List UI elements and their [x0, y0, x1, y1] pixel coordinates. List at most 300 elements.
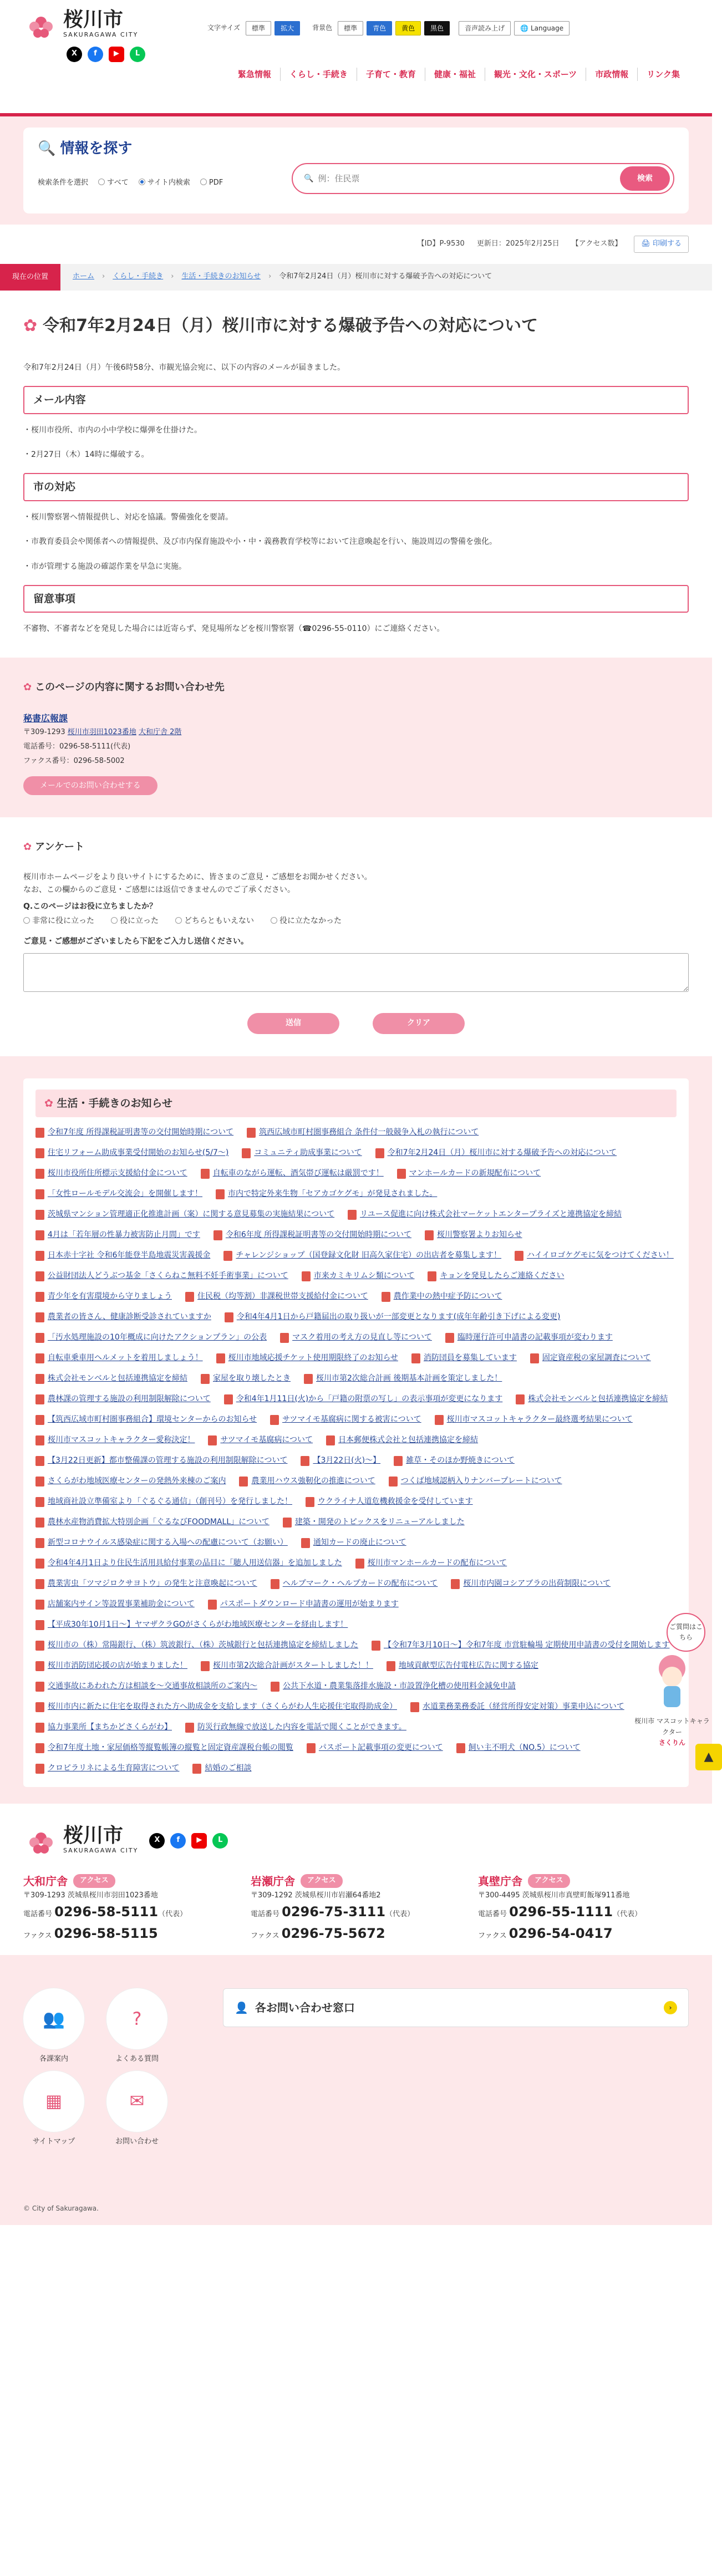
document-icon: [242, 1148, 251, 1158]
x-icon[interactable]: X: [149, 1833, 165, 1849]
news-item[interactable]: マンホールカードの新規配布について: [397, 1166, 541, 1181]
office-tel: 0296-55-1111: [509, 1904, 613, 1920]
language-label: Language: [530, 24, 564, 32]
news-item[interactable]: 令和4年1月11日(火)から「戸籍の附票の写し」の表示事項が変更になります: [224, 1392, 503, 1407]
survey-submit-button[interactable]: 送信: [247, 1013, 339, 1034]
news-item[interactable]: ヘルプマーク・ヘルプカードの配布について: [271, 1576, 438, 1591]
news-item[interactable]: 住民税（均等割）非課税世帯支援給付金について: [185, 1289, 368, 1304]
news-item[interactable]: ウクライナ人道危機救援金を受付しています: [306, 1494, 473, 1509]
office-address: 〒309-1292 茨城県桜川市岩瀬64番地2: [251, 1891, 381, 1900]
access-count: 【アクセス数】: [571, 240, 622, 248]
people-icon: 👥: [43, 2008, 65, 2029]
document-icon: [35, 1600, 44, 1610]
document-icon: [283, 1518, 292, 1528]
office-address: 〒300-4495 茨城県桜川市真壁町飯塚911番地: [478, 1891, 630, 1900]
news-item[interactable]: 令和7年度 所得課税証明書等の交付開始時期について: [35, 1125, 233, 1140]
news-item[interactable]: 日本赤十字社 令和6年能登半島地震災害義援金: [35, 1248, 210, 1263]
mascot-name: さくりん: [658, 1738, 685, 1747]
document-icon: [326, 1435, 335, 1445]
office-fax-label: ファクス: [23, 1931, 52, 1940]
document-icon: [35, 1497, 44, 1507]
news-item[interactable]: 防災行政無線で放送した内容を電話で聞くことができます。: [185, 1720, 406, 1735]
search-button[interactable]: 検索: [620, 166, 670, 191]
org-guide-button[interactable]: 👥 各課案内: [23, 1988, 84, 2065]
logo-text: 桜川市: [63, 8, 124, 31]
breadcrumb-current: 令和7年2月24日（月）桜川市に対する爆破予告への対応について: [279, 272, 492, 281]
document-icon: [247, 1128, 256, 1138]
document-icon: [456, 1743, 465, 1753]
news-item[interactable]: 建築・開発のトピックスをリニューアルしました: [283, 1515, 465, 1530]
sakura-icon: ✿: [23, 841, 32, 853]
font-large-button[interactable]: 拡大: [274, 21, 300, 35]
contact-fax: ファクス番号：0296-58-5002: [23, 757, 125, 766]
document-icon: [382, 1292, 390, 1302]
document-icon: [411, 1353, 420, 1363]
document-icon: [445, 1333, 454, 1343]
news-item[interactable]: 交通事故にあわれた方は相談を〜交通事故相談所のご案内〜: [35, 1679, 257, 1694]
document-icon: [35, 1312, 44, 1322]
document-icon: [224, 1394, 233, 1404]
document-icon: [425, 1230, 434, 1240]
mascot-widget[interactable]: [633, 1613, 711, 1748]
document-icon: [35, 1189, 44, 1199]
news-item[interactable]: パスポートダウンロード申請書の運用が始まります: [208, 1597, 399, 1612]
sitemap-icon: ▦: [45, 2090, 63, 2112]
news-item[interactable]: 臨時運行許可申請書の記載事項が変わります: [445, 1330, 613, 1345]
search-field-icon: 🔍: [304, 174, 314, 183]
news-item[interactable]: キョンを発見したらご連絡ください: [428, 1269, 564, 1284]
document-icon: [239, 1477, 248, 1486]
survey-opt-neutral[interactable]: どちらともいえない: [175, 915, 254, 927]
office-fax-label: ファクス: [251, 1931, 279, 1940]
arrow-up-icon: ▲: [704, 1750, 714, 1764]
news-item[interactable]: さくらがわ地域医療センターの発熱外来棟のご案内: [35, 1474, 226, 1489]
news-item[interactable]: 【平成30年10月1日〜】ヤマザクラGOがさくらがわ地域医療センターを経由します！: [35, 1617, 348, 1632]
office-yamato: [23, 1872, 234, 1944]
voice-read-button[interactable]: 音声読み上げ: [459, 21, 511, 35]
language-button[interactable]: [514, 21, 570, 35]
document-icon: [35, 1764, 44, 1774]
document-icon: [213, 1230, 222, 1240]
document-icon: [372, 1641, 380, 1651]
news-item[interactable]: 農林水産物消費拡大特別企画「ぐるなびFOODMALL」について: [35, 1515, 270, 1530]
news-item[interactable]: リユース促進に向け株式会社マーケットエンタープライズと連携協定を締結: [348, 1207, 622, 1222]
office-tel-label: 電話番号: [23, 1910, 53, 1919]
document-icon: [304, 1374, 313, 1384]
document-icon: [35, 1230, 44, 1240]
news-item[interactable]: 桜川市内に新たに住宅を取得された方へ助成金を支給します（さくらがわ人生応援住宅取得助成金）: [35, 1699, 397, 1714]
document-icon: [435, 1415, 444, 1425]
survey-opt-useful[interactable]: 役に立った: [111, 915, 159, 927]
news-item[interactable]: 結婚のご相談: [192, 1761, 251, 1776]
news-item[interactable]: 家屋を取り壊したとき: [201, 1371, 291, 1386]
document-icon: [35, 1271, 44, 1281]
page-top-button[interactable]: [695, 1744, 722, 1770]
document-icon: [35, 1456, 44, 1466]
document-icon: [355, 1559, 364, 1569]
news-list: [35, 1125, 677, 1776]
news-item[interactable]: 市来カミキリムシ類について: [302, 1269, 415, 1284]
nav-city-info[interactable]: 市政情報: [586, 68, 637, 81]
copyright: © City of Sakuragawa.: [23, 2204, 99, 2212]
news-item[interactable]: 【3月22日(火)〜】: [301, 1453, 380, 1468]
document-icon: [35, 1682, 44, 1692]
global-nav: [23, 68, 689, 81]
news-item[interactable]: 桜川市の（株）常陽銀行、（株）筑波銀行、（株）茨城銀行と包括連携協定を締結しました: [35, 1638, 358, 1653]
news-item[interactable]: 桜川市役所住所標示支援給付金について: [35, 1166, 187, 1181]
contact-dept-link[interactable]: 秘書広報課: [23, 712, 68, 724]
news-item[interactable]: 桜川市地域応援チケット使用期限終了のお知らせ: [216, 1351, 398, 1366]
chevron-right-icon: ›: [664, 2001, 677, 2014]
news-item[interactable]: 桜川市第2次総合計画がスタートしました！！: [201, 1658, 373, 1673]
bg-yellow-button[interactable]: 黄色: [395, 21, 421, 35]
youtube-icon[interactable]: ▶: [191, 1833, 207, 1849]
document-icon: [375, 1148, 384, 1158]
heading-response: 市の対応: [23, 473, 689, 501]
bg-normal-button[interactable]: 標準: [338, 21, 363, 35]
contact-address-link[interactable]: 桜川市羽田1023番地: [67, 728, 136, 737]
response-item-3: ・市が管理する施設の確認作業を早急に実施。: [23, 562, 186, 571]
search-icon: 🔍: [38, 140, 56, 157]
news-item[interactable]: 桜川市マスコットキャラクター愛称決定！: [35, 1433, 195, 1448]
mail-icon: ✉: [129, 2090, 145, 2112]
document-icon: [307, 1743, 316, 1753]
office-tel-note: （代表）: [385, 1910, 415, 1919]
x-icon[interactable]: X: [67, 47, 82, 62]
mascot-sakurin-icon: [644, 1652, 700, 1713]
sakura-logo-icon: [23, 1827, 59, 1855]
survey-opt-very-useful[interactable]: 非常に役に立った: [23, 915, 94, 927]
page-id: 【ID】P-9530: [417, 240, 465, 248]
search-section: [0, 116, 712, 225]
news-item[interactable]: 固定資産税の家屋調査について: [530, 1351, 651, 1366]
footer-logo[interactable]: [23, 1826, 138, 1856]
office-tel-label: 電話番号: [478, 1910, 507, 1919]
office-fax: 0296-58-5115: [54, 1925, 158, 1941]
news-item[interactable]: 令和7年2月24日（月）桜川市に対する爆破予告への対応について: [375, 1146, 617, 1160]
document-icon: [35, 1743, 44, 1753]
search-input[interactable]: [318, 174, 620, 184]
nav-childcare[interactable]: 子育て・教育: [357, 68, 425, 81]
office-makabe: [478, 1872, 689, 1944]
page-meta: [23, 225, 689, 264]
news-item[interactable]: 茨城県マンション管理適正化推進計画（案）に関する意見募集の実施結果について: [35, 1207, 334, 1222]
news-item[interactable]: 【令和7年3月10日〜】令和7年度 市営駐輪場 定期使用申請書の受付を開始します: [372, 1638, 669, 1653]
office-fax: 0296-75-5672: [281, 1925, 385, 1941]
bg-black-button[interactable]: 黒色: [424, 21, 450, 35]
inquiry-window-button[interactable]: 👤 各お問い合わせ窓口 ›: [223, 1988, 689, 2027]
contact-zip: 〒309-1293: [23, 728, 65, 737]
radio-all[interactable]: すべて: [98, 177, 129, 189]
survey-desc-2: なお、この欄からのご意見・ご感想には返信できませんのでご了承ください。: [23, 885, 295, 894]
contact-building-link[interactable]: 大和庁舎 2階: [138, 728, 182, 737]
news-item[interactable]: 通知カードの廃止について: [301, 1535, 406, 1550]
news-item[interactable]: 農林課の管理する施設の利用制限解除について: [35, 1392, 211, 1407]
document-icon: [397, 1169, 406, 1179]
article: [23, 291, 689, 635]
document-icon: [225, 1312, 233, 1322]
news-item[interactable]: 新型コロナウイルス感染症に関する入場への配慮について（お願い）: [35, 1535, 288, 1550]
search-box: [23, 128, 689, 213]
site-logo[interactable]: [23, 10, 195, 40]
sns-links: [67, 47, 689, 62]
nav-health[interactable]: 健康・福祉: [425, 68, 485, 81]
news-item[interactable]: ハイイロゴケグモに気をつけてください！: [515, 1248, 674, 1263]
survey-comment-input[interactable]: [23, 953, 689, 992]
document-icon: [301, 1456, 309, 1466]
breadcrumb-home[interactable]: ホーム: [73, 272, 95, 281]
news-item[interactable]: サツマイモ基腐病について: [208, 1433, 313, 1448]
document-icon: [201, 1661, 210, 1671]
document-icon: [516, 1394, 525, 1404]
document-icon: [35, 1579, 44, 1589]
survey-question-2: ご意見・ご感想がございましたら下記をご入力し送信ください。: [23, 936, 248, 946]
news-item[interactable]: マスク着用の考え方の見直し等について: [280, 1330, 432, 1345]
notes-text: 不審物、不審者などを発見した場合には近寄らず、発見場所などを桜川警察署（☎0296-55-0110）にご連絡ください。: [23, 624, 445, 634]
news-item[interactable]: 農業害虫「ツマジロクサヨトウ」の発生と注意喚起について: [35, 1576, 257, 1591]
news-item[interactable]: 消防団員を募集しています: [411, 1351, 517, 1366]
news-item[interactable]: 桜川市消防団応援の店が始まりました！: [35, 1658, 187, 1673]
news-item[interactable]: 【筑西広域市町村圏事務組合】環境センターからのお知らせ: [35, 1412, 257, 1427]
document-icon: [192, 1764, 201, 1774]
office-list: [23, 1872, 689, 1944]
news-item[interactable]: 農作業中の熱中症予防について: [382, 1289, 502, 1304]
document-icon: [35, 1723, 44, 1733]
line-icon[interactable]: L: [130, 47, 145, 62]
document-icon: [35, 1477, 44, 1486]
site-footer: [0, 1804, 712, 2225]
office-tel-note: （代表）: [613, 1910, 642, 1919]
document-icon: [35, 1518, 44, 1528]
survey-clear-button[interactable]: クリア: [373, 1013, 465, 1034]
survey-title: アンケート: [35, 841, 85, 853]
news-item[interactable]: クロピラリネによる生育障害について: [35, 1761, 179, 1776]
news-item[interactable]: 4月は「若年層の性暴力被害防止月間」です: [35, 1228, 200, 1243]
mascot-caption: 桜川市 マスコットキャラクター: [634, 1717, 710, 1736]
office-tel: 0296-75-3111: [282, 1904, 386, 1920]
office-name: 大和庁舎: [23, 1874, 68, 1888]
news-item[interactable]: サツマイモ基腐病に関する被害について: [270, 1412, 421, 1427]
office-tel-note: （代表）: [158, 1910, 187, 1919]
heading-notes: 留意事項: [23, 585, 689, 613]
document-icon: [35, 1210, 44, 1220]
radio-site[interactable]: サイト内検索: [139, 177, 190, 189]
survey-desc-1: 桜川市ホームページをより良いサイトにするために、皆さまのご意見・ご感想をお聞かせください。: [23, 873, 372, 882]
news-item[interactable]: つくば地域認柄入りナンバープレートについて: [389, 1474, 562, 1489]
breadcrumb-news[interactable]: 生活・手続きのお知らせ: [181, 272, 261, 281]
document-icon: [394, 1456, 403, 1466]
document-icon: [306, 1497, 314, 1507]
news-item[interactable]: 農業者の皆さん、健康診断受診されていますか: [35, 1310, 211, 1325]
document-icon: [271, 1579, 279, 1589]
search-field: [292, 163, 674, 194]
question-icon: ?: [132, 2008, 142, 2029]
search-scope-label: 検索条件を選択: [38, 178, 89, 187]
document-icon: [35, 1435, 44, 1445]
contact-title: このページの内容に関するお問い合わせ先: [35, 681, 225, 693]
news-item[interactable]: 桜川市マンホールカードの配布について: [355, 1556, 507, 1571]
radio-pdf[interactable]: PDF: [200, 177, 223, 189]
document-icon: [35, 1641, 44, 1651]
document-icon: [201, 1169, 210, 1179]
news-item[interactable]: 令和6年度 所得課税証明書等の交付開始時期について: [213, 1228, 411, 1243]
document-icon: [35, 1148, 44, 1158]
page-title: 令和7年2月24日（月）桜川市に対する爆破予告への対応について: [43, 315, 538, 335]
document-icon: [35, 1169, 44, 1179]
news-item[interactable]: 公共下水道・農業集落排水施設・市設置浄化槽の使用料金減免申請: [271, 1679, 516, 1694]
sakura-icon: ✿: [23, 681, 32, 693]
news-item[interactable]: 令和4年4月1日より住民生活用具給付事業の品目に「聴人用送信器」を追加しました: [35, 1556, 342, 1571]
news-item[interactable]: 令和4年4月1日から戸籍届出の取り扱いが一部変更となります(成年年齢引き下げによる変更): [225, 1310, 561, 1325]
document-icon: [35, 1661, 44, 1671]
access-button[interactable]: アクセス: [528, 1874, 570, 1888]
bg-blue-button[interactable]: 青色: [367, 21, 392, 35]
document-icon: [410, 1702, 419, 1712]
document-icon: [35, 1394, 44, 1404]
document-icon: [428, 1271, 436, 1281]
news-item[interactable]: 株式会社モンベルと包括連携協定を締結: [516, 1392, 668, 1407]
search-title: 情報を探す: [60, 140, 133, 157]
news-section: [0, 1056, 712, 1804]
news-item[interactable]: 協力事業所【まちかどさくらがわ】: [35, 1720, 172, 1735]
document-icon: [530, 1353, 539, 1363]
mail-item-2: ・2月27日（木）14時に爆破する。: [23, 450, 149, 459]
office-tel: 0296-58-5111: [54, 1904, 159, 1920]
survey-section: [23, 817, 689, 1056]
news-item[interactable]: 住宅リフォーム助成事業受付開始のお知らせ(5/7〜): [35, 1146, 228, 1160]
news-item[interactable]: 自転車乗車用ヘルメットを着用しましょう！: [35, 1351, 203, 1366]
office-fax: 0296-54-0417: [509, 1925, 613, 1941]
youtube-icon[interactable]: ▶: [109, 47, 124, 62]
news-item[interactable]: 筑西広域市町村圏事務組合 条件付一般競争入札の執行について: [247, 1125, 479, 1140]
news-item[interactable]: 桜川市内園コシアブラの出荷制限について: [451, 1576, 611, 1591]
font-size-label: 文字サイズ: [207, 24, 241, 32]
contact-section: [0, 658, 712, 818]
document-icon: [208, 1435, 217, 1445]
news-item[interactable]: 青少年を有害環境から守りましょう: [35, 1289, 172, 1304]
office-iwase: [251, 1872, 461, 1944]
document-icon: [35, 1559, 44, 1569]
document-icon: [271, 1682, 279, 1692]
document-icon: [35, 1128, 44, 1138]
news-item[interactable]: 公益財団法人どうぶつ基金「さくらねこ無料不妊手術事業」について: [35, 1269, 288, 1284]
sakura-icon: ✿: [23, 315, 38, 335]
news-item[interactable]: 飼い主不明犬（NO.5）について: [456, 1740, 581, 1755]
nav-links[interactable]: リンク集: [637, 68, 689, 81]
news-item[interactable]: 株式会社モンベルと包括連携協定を締結: [35, 1371, 187, 1386]
nav-living[interactable]: くらし・手続き: [280, 68, 357, 81]
document-icon: [35, 1251, 44, 1261]
footer-logo-text: 桜川市: [63, 1824, 124, 1847]
news-item[interactable]: 地域商社設立準備室より「ぐるぐる通信」（創刊号）を発行しました！: [35, 1494, 292, 1509]
office-name: 岩瀬庁舎: [251, 1874, 295, 1888]
response-item-1: ・桜川警察署へ情報提供し、対応を協議。警備強化を要請。: [23, 512, 233, 522]
document-icon: [35, 1415, 44, 1425]
news-item[interactable]: コミュニティ助成事業について: [242, 1146, 362, 1160]
document-icon: [302, 1271, 311, 1281]
globe-icon: 🌐: [520, 24, 531, 32]
contact-tel: 電話番号：0296-58-5111(代表): [23, 742, 131, 751]
news-item[interactable]: 【3月22日更新】都市整備課の管理する施設の利用制限解除について: [35, 1453, 287, 1468]
news-item[interactable]: 店舗案内サイン等設置事業補助金について: [35, 1597, 195, 1612]
breadcrumb-living[interactable]: くらし・手続き: [113, 272, 164, 281]
sakura-icon: ✿: [44, 1097, 57, 1109]
survey-opt-not-useful[interactable]: 役に立たなかった: [271, 915, 342, 927]
document-icon: [515, 1251, 523, 1261]
faq-button[interactable]: ? よくある質問: [106, 1988, 167, 2065]
heading-mail: メール内容: [23, 386, 689, 414]
news-item[interactable]: 「汚水処理施設の10年概成に向けたアクションプラン」の公表: [35, 1330, 267, 1345]
nav-emergency[interactable]: 緊急情報: [237, 69, 271, 79]
office-name: 真壁庁舎: [478, 1874, 522, 1888]
news-item[interactable]: 日本郵便株式会社と包括連携協定を締結: [326, 1433, 478, 1448]
news-item[interactable]: パスポート記載事項の変更について: [307, 1740, 443, 1755]
sitemap-button[interactable]: ▦ サイトマップ: [23, 2071, 84, 2148]
document-icon: [35, 1702, 44, 1712]
document-icon: [387, 1661, 395, 1671]
document-icon: [270, 1415, 279, 1425]
response-item-2: ・市教育委員会や関係者への情報提供、及び市内保育施設や小・中・義務教育学校等において注意喚起を行い、施設周辺の警備を強化。: [23, 537, 497, 547]
survey-question-1: Q.このページはお役に立ちましたか？: [23, 902, 157, 912]
document-icon: [201, 1374, 210, 1384]
news-item[interactable]: 自転車のながら運転、酒気帯び運転は厳罰です！: [201, 1166, 384, 1181]
printer-icon: 🖨: [641, 240, 653, 248]
news-item[interactable]: 桜川市第2次総合計画 後期基本計画を策定しました！: [304, 1371, 502, 1386]
news-item[interactable]: 桜川市マスコットキャラクター最終選考結果について: [435, 1412, 633, 1427]
line-icon[interactable]: L: [212, 1833, 228, 1849]
bg-color-label: 背景色: [312, 24, 333, 32]
news-item[interactable]: チャレンジショップ（国登録文化財 旧高久家住宅）の出店者を募集します！: [223, 1248, 501, 1263]
person-icon: 👤: [235, 2001, 248, 2015]
facebook-icon[interactable]: f: [170, 1833, 186, 1849]
office-address: 〒309-1293 茨城県桜川市羽田1023番地: [23, 1891, 158, 1900]
access-button[interactable]: アクセス: [73, 1874, 115, 1888]
news-item[interactable]: 令和7年度土地・家屋価格等縦覧帳簿の縦覧と固定資産課税台帳の閲覧: [35, 1740, 293, 1755]
news-item[interactable]: 桜川警察署よりお知らせ: [425, 1228, 522, 1243]
contact-button[interactable]: ✉ お問い合わせ: [106, 2071, 167, 2148]
document-icon: [35, 1620, 44, 1630]
news-item[interactable]: 雑草・そのほか野焼きについて: [394, 1453, 515, 1468]
access-button[interactable]: アクセス: [301, 1874, 343, 1888]
news-item[interactable]: 市内で特定外来生物「セアカゴケグモ」が発見されました。: [216, 1187, 437, 1202]
print-button[interactable]: 🖨 印刷する: [634, 236, 689, 253]
document-icon: [35, 1353, 44, 1363]
news-item[interactable]: 水道業務業務委託（経営所得安定対策）事業申込について: [410, 1699, 624, 1714]
logo-subtext: SAKURAGAWA CITY: [63, 31, 139, 38]
document-icon: [216, 1353, 225, 1363]
news-item[interactable]: 地域貢献型広告付電柱広告に関する協定: [387, 1658, 538, 1673]
site-header: [0, 0, 712, 116]
document-icon: [35, 1538, 44, 1548]
news-item[interactable]: 農業用ハウス強靭化の推進について: [239, 1474, 375, 1489]
office-fax-label: ファクス: [478, 1931, 507, 1940]
document-icon: [301, 1538, 310, 1548]
mail-item-1: ・桜川市役所、市内の小中学校に爆弾を仕掛けた。: [23, 425, 202, 435]
news-title: 生活・手続きのお知らせ: [57, 1097, 172, 1109]
utility-bar: [207, 21, 570, 35]
document-icon: [35, 1374, 44, 1384]
nav-tourism[interactable]: 観光・文化・スポーツ: [485, 68, 586, 81]
mail-contact-button[interactable]: メールでのお問い合わせする: [23, 776, 157, 795]
footer-logo-subtext: SAKURAGAWA CITY: [63, 1847, 139, 1855]
office-tel-label: 電話番号: [251, 1910, 280, 1919]
breadcrumb-label: 現在の位置: [0, 264, 60, 291]
facebook-icon[interactable]: f: [88, 47, 103, 62]
news-item[interactable]: 「女性ロールモデル交流会」を開催します！: [35, 1187, 202, 1202]
document-icon: [185, 1292, 194, 1302]
document-icon: [280, 1333, 289, 1343]
font-normal-button[interactable]: 標準: [246, 21, 271, 35]
